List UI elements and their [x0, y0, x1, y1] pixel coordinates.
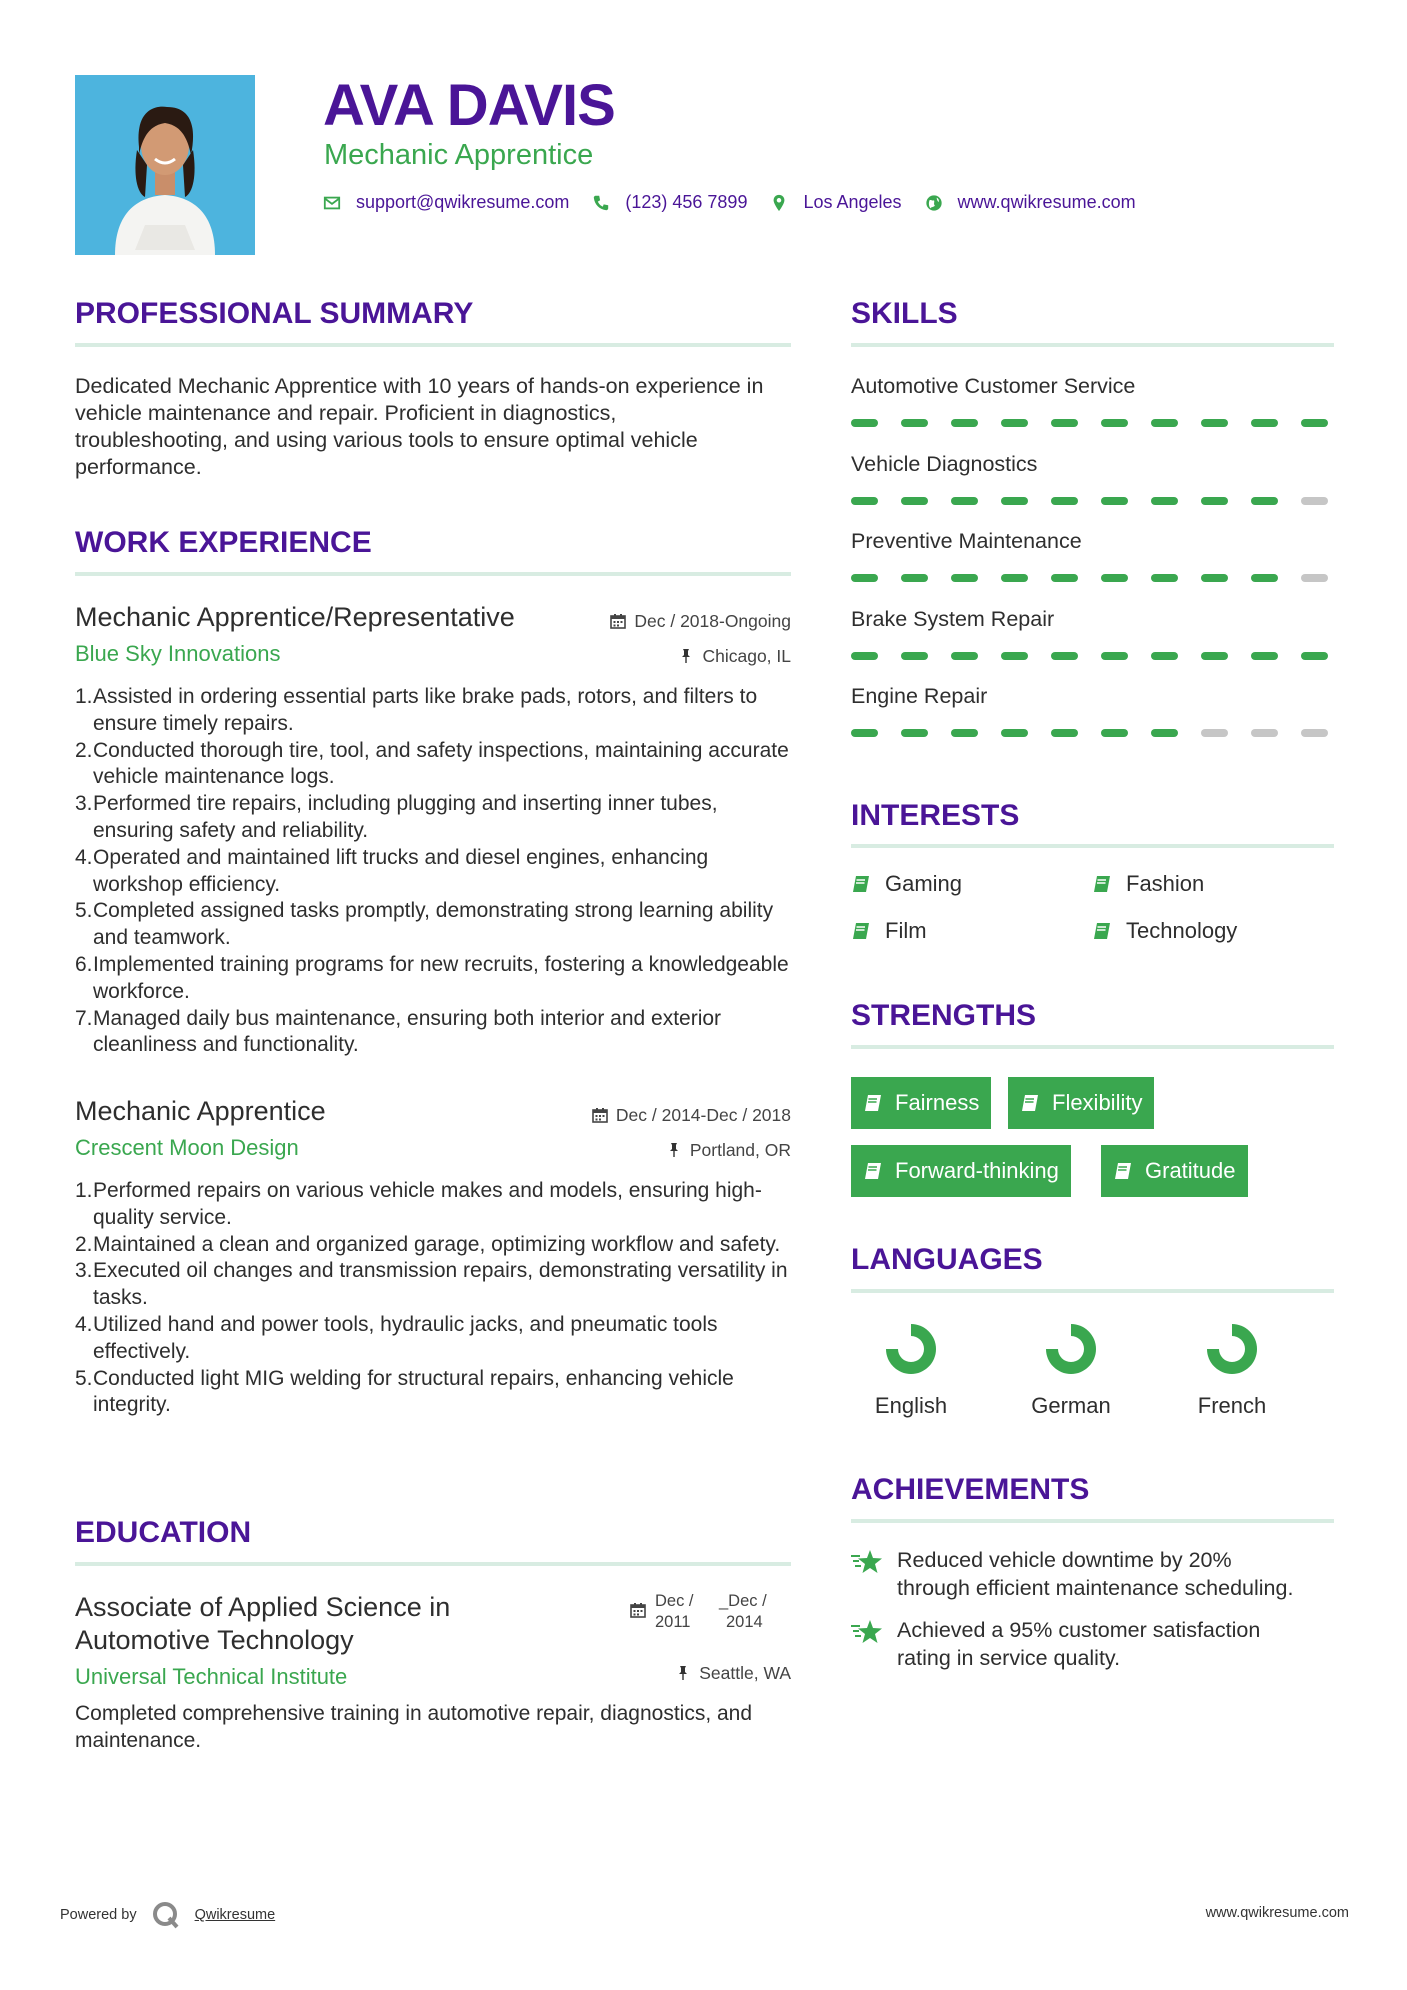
education-heading: EDUCATION: [75, 1516, 252, 1549]
strength-tag: [1008, 1077, 1154, 1129]
languages-divider: [851, 1289, 1334, 1293]
skill-level-dot: [901, 729, 928, 737]
degree-line-2: Automotive Technology: [75, 1625, 354, 1655]
achievement-item: [851, 1616, 1341, 1672]
contact-location: [769, 192, 901, 213]
book-icon: [863, 1161, 883, 1181]
language-label: German: [1031, 1393, 1111, 1418]
language-label: French: [1197, 1393, 1267, 1418]
skill-level-dot: [951, 574, 978, 582]
experience-divider: [75, 572, 791, 576]
skill-level-dot: [1251, 574, 1278, 582]
progress-ring-icon: [1040, 1318, 1102, 1380]
book-icon: [851, 921, 871, 941]
phone-icon: [591, 193, 611, 213]
powered-by-text: Powered by: [60, 1907, 137, 1923]
interests-heading: INTERESTS: [851, 799, 1020, 832]
candidate-name: AVA DAVIS: [323, 73, 615, 138]
skill-level-dot: [851, 652, 878, 660]
job-location: [560, 1139, 791, 1161]
interest-item: [851, 870, 962, 898]
strength-tag: [851, 1077, 991, 1129]
person-portrait-icon: [75, 75, 255, 255]
edu-end-month: _Dec /: [719, 1592, 767, 1610]
email-text: support@qwikresume.com: [356, 192, 570, 212]
edu-start-year: 2011: [655, 1613, 691, 1631]
job-dates-text: Dec / 2014-Dec / 2018: [615, 1105, 791, 1125]
skill-level-dot: [1201, 729, 1228, 737]
progress-ring-icon: [880, 1318, 942, 1380]
qwikresume-logo-icon: [151, 1900, 181, 1930]
job-title: Mechanic Apprentice: [75, 1096, 326, 1126]
list-item: 3. Executed oil changes and transmission repairs, demonstrating versatility in tasks.: [75, 1259, 788, 1310]
skill-level-dot: [1301, 419, 1328, 427]
experience-heading: WORK EXPERIENCE: [75, 526, 372, 559]
skill-level-dot: [1301, 574, 1328, 582]
degree-line-1: Associate of Applied Science in: [75, 1592, 451, 1622]
skill-level-dot: [1301, 497, 1328, 505]
achievements-heading: ACHIEVEMENTS: [851, 1473, 1090, 1506]
interests-divider: [851, 844, 1334, 848]
achievement-item: [851, 1546, 1341, 1602]
skill-level-dot: [1001, 729, 1028, 737]
book-icon: [1113, 1161, 1133, 1181]
book-icon: [1092, 874, 1112, 894]
skill-level-dot: [901, 497, 928, 505]
interest-item: [851, 917, 927, 945]
language-item: [1167, 1318, 1297, 1420]
summary-text: Dedicated Mechanic Apprentice with 10 years of hands-on experience in vehicle maintenance and repair. Proficient in diagnostics, troubleshooting, and using various tools to ensure optimal vehicle performance.: [75, 374, 764, 479]
company-name: Blue Sky Innovations: [75, 641, 281, 666]
skill-level-dot: [1101, 652, 1128, 660]
job-dates-text: Dec / 2018-Ongoing: [634, 611, 791, 631]
skill-level-dot: [901, 419, 928, 427]
job-title: Mechanic Apprentice/Representative: [75, 602, 515, 632]
interest-label: Fashion: [1126, 871, 1205, 896]
skill-level-bar: [851, 729, 1334, 737]
skill-level-dot: [951, 729, 978, 737]
list-item: 1. Performed repairs on various vehicle makes and models, ensuring high-quality service.: [75, 1179, 762, 1229]
education-description: Completed comprehensive training in automotive repair, diagnostics, and maintenance.: [75, 1702, 753, 1752]
progress-ring-icon: [1201, 1318, 1263, 1380]
star-icon: [851, 1619, 883, 1645]
pushpin-icon: [678, 648, 694, 664]
skill-level-dot: [851, 574, 878, 582]
company-name: Crescent Moon Design: [75, 1135, 299, 1160]
location-text: Los Angeles: [803, 192, 902, 212]
list-item: 6. Implemented training programs for new recruits, fostering a knowledgeable workforce.: [75, 952, 789, 1003]
list-item: 5. Completed assigned tasks promptly, demonstrating strong learning ability and teamwork.: [75, 899, 774, 950]
skill-level-dot: [1051, 419, 1078, 427]
list-item: 4. Operated and maintained lift trucks and diesel engines, enhancing workshop efficiency.: [75, 845, 709, 896]
language-item: [846, 1318, 976, 1420]
skill-level-bar: [851, 419, 1334, 427]
skill-name: Automotive Customer Service: [851, 374, 1136, 398]
strength-label: Flexibility: [1052, 1090, 1143, 1115]
skill-level-dot: [1251, 652, 1278, 660]
book-icon: [1092, 921, 1112, 941]
strength-tag: [1101, 1145, 1248, 1197]
language-label: English: [874, 1393, 948, 1418]
skill-level-dot: [951, 419, 978, 427]
strength-label: Forward-thinking: [895, 1158, 1059, 1183]
school-name: Universal Technical Institute: [75, 1664, 348, 1689]
list-item: 4. Utilized hand and power tools, hydraulic jacks, and pneumatic tools effectively.: [75, 1312, 718, 1363]
skills-divider: [851, 343, 1334, 347]
calendar-icon: [630, 1602, 646, 1618]
calendar-icon: [592, 1107, 608, 1123]
skill-level-dot: [1051, 729, 1078, 737]
skill-level-dot: [1151, 574, 1178, 582]
globe-icon: [924, 193, 944, 213]
strength-tag: [851, 1145, 1071, 1197]
skill-level-dot: [1151, 497, 1178, 505]
list-item: 2. Conducted thorough tire, tool, and safety inspections, maintaining accurate vehicle maintenance logs.: [75, 738, 789, 789]
book-icon: [863, 1093, 883, 1113]
edu-start-month: Dec /: [655, 1592, 694, 1610]
languages-heading: LANGUAGES: [851, 1243, 1043, 1276]
achievements-divider: [851, 1519, 1334, 1523]
skill-level-dot: [1101, 574, 1128, 582]
skill-level-dot: [851, 497, 878, 505]
skill-name: Engine Repair: [851, 684, 988, 708]
skill-level-dot: [1151, 419, 1178, 427]
list-item: 7. Managed daily bus maintenance, ensuring both interior and exterior cleanliness and functionality.: [75, 1006, 722, 1057]
interest-item: [1092, 917, 1237, 945]
job-dates: [540, 1104, 791, 1126]
skill-level-dot: [1151, 652, 1178, 660]
job-location-text: Portland, OR: [689, 1140, 791, 1160]
pushpin-icon: [666, 1142, 682, 1158]
job-duties-list: [75, 1178, 791, 1419]
list-item: 2. Maintained a clean and organized garage, optimizing workflow and safety.: [75, 1232, 781, 1256]
skill-level-dot: [1001, 652, 1028, 660]
achievement-line: rating in service quality.: [897, 1646, 1121, 1670]
interest-label: Film: [885, 918, 927, 943]
pushpin-icon: [675, 1665, 691, 1681]
skill-level-dot: [1101, 729, 1128, 737]
star-icon: [851, 1549, 883, 1575]
candidate-title: Mechanic Apprentice: [324, 139, 594, 171]
achievement-line: Achieved a 95% customer satisfaction: [897, 1618, 1261, 1642]
list-item: 1. Assisted in ordering essential parts like brake pads, rotors, and filters to ensure timely repairs.: [75, 685, 758, 735]
skill-level-dot: [1301, 729, 1328, 737]
achievement-line: Reduced vehicle downtime by 20%: [897, 1548, 1232, 1572]
skill-level-dot: [1201, 652, 1228, 660]
skill-level-bar: [851, 497, 1334, 505]
envelope-icon: [322, 193, 342, 213]
skill-level-dot: [1301, 652, 1328, 660]
phone-text: (123) 456 7899: [625, 192, 748, 212]
skill-level-dot: [1201, 419, 1228, 427]
strength-label: Gratitude: [1145, 1158, 1236, 1183]
list-item: 5. Conducted light MIG welding for structural repairs, enhancing vehicle integrity.: [75, 1366, 734, 1417]
skill-level-dot: [1051, 652, 1078, 660]
skill-level-dot: [1051, 574, 1078, 582]
skill-level-dot: [1051, 497, 1078, 505]
footer-powered-by: [60, 1900, 275, 1930]
skill-name: Brake System Repair: [851, 606, 1055, 631]
edu-location: [560, 1662, 791, 1684]
job-duties-list: [75, 684, 791, 1059]
summary-divider: [75, 343, 791, 347]
achievement-line: through efficient maintenance scheduling.: [897, 1576, 1294, 1600]
job-location: [560, 645, 791, 667]
skill-level-dot: [901, 574, 928, 582]
skill-level-dot: [1101, 497, 1128, 505]
language-item: [1006, 1318, 1136, 1420]
skill-level-dot: [1001, 574, 1028, 582]
contact-bar: [322, 192, 1158, 213]
job-location-text: Chicago, IL: [702, 646, 791, 666]
skill-level-dot: [1251, 729, 1278, 737]
education-divider: [75, 1562, 791, 1566]
skill-level-dot: [1251, 497, 1278, 505]
skill-level-dot: [851, 419, 878, 427]
skill-level-bar: [851, 574, 1334, 582]
brand-link[interactable]: Qwikresume: [194, 1907, 276, 1923]
contact-phone[interactable]: [591, 192, 747, 213]
map-pin-icon: [769, 193, 789, 213]
job-dates: [560, 610, 791, 632]
interest-label: Gaming: [885, 871, 963, 896]
edu-location-text: Seattle, WA: [699, 1663, 791, 1683]
summary-heading: PROFESSIONAL SUMMARY: [75, 297, 474, 330]
book-icon: [1020, 1093, 1040, 1113]
book-icon: [851, 874, 871, 894]
strength-label: Fairness: [895, 1090, 980, 1115]
footer-website[interactable]: www.qwikresume.com: [1205, 1905, 1349, 1921]
skill-level-dot: [901, 652, 928, 660]
list-item: 3. Performed tire repairs, including plugging and inserting inner tubes, ensuring safety and reliability.: [75, 792, 718, 842]
skill-name: Vehicle Diagnostics: [851, 451, 1038, 476]
contact-website[interactable]: [924, 192, 1136, 213]
skill-level-dot: [1251, 419, 1278, 427]
skill-level-dot: [1001, 419, 1028, 427]
contact-email[interactable]: [322, 192, 569, 213]
skill-level-bar: [851, 652, 1334, 660]
strengths-heading: STRENGTHS: [851, 999, 1037, 1032]
skill-level-dot: [951, 497, 978, 505]
interest-label: Technology: [1126, 918, 1238, 943]
skill-level-dot: [1101, 419, 1128, 427]
skills-heading: SKILLS: [851, 297, 958, 330]
interest-item: [1092, 870, 1204, 898]
profile-photo: [75, 75, 255, 255]
skill-level-dot: [951, 652, 978, 660]
skill-level-dot: [1201, 574, 1228, 582]
calendar-icon: [610, 613, 626, 629]
skill-level-dot: [1151, 729, 1178, 737]
skill-level-dot: [851, 729, 878, 737]
skill-level-dot: [1001, 497, 1028, 505]
edu-end-year: 2014: [726, 1613, 763, 1631]
strengths-divider: [851, 1045, 1334, 1049]
skill-level-dot: [1201, 497, 1228, 505]
skill-name: Preventive Maintenance: [851, 529, 1082, 553]
website-text: www.qwikresume.com: [957, 192, 1136, 212]
